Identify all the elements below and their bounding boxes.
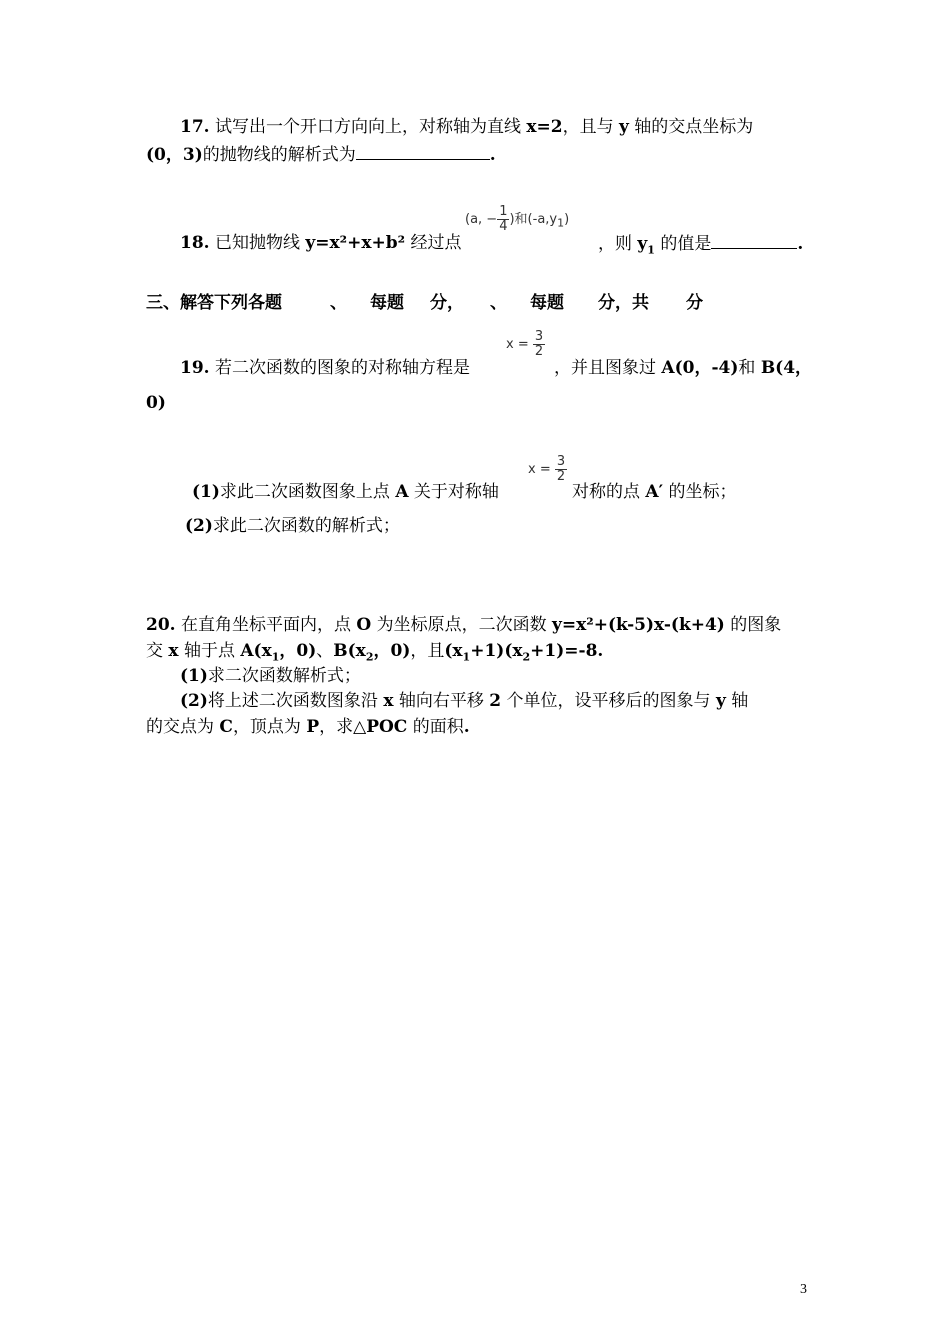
q19-line1-tail: ，并且图象过 A(0，-4)和 B(4， bbox=[554, 358, 813, 378]
q17-line1: 17. 试写出一个开口方向向上，对称轴为直线 x=2，且与 y 轴的交点坐标为 bbox=[180, 117, 754, 137]
q18-line1-tail: ，则 $y_1$ 的值是 . bbox=[598, 234, 804, 257]
q17-number: 17. bbox=[180, 117, 210, 137]
answer-blank-18[interactable] bbox=[711, 232, 797, 249]
q18-number: 18. bbox=[180, 233, 210, 253]
q20-sub2-line1: (2)将上述二次函数图象沿 x 轴向右平移 2 个单位，设平移后的图象与 y 轴 bbox=[180, 691, 749, 711]
q19-axis-formula-2: x = $\frac{3}{2}$ bbox=[528, 454, 566, 484]
q18-point-formula: (a, − $\frac{1}{4}$ )和$(-a,y_1)$ bbox=[465, 204, 570, 234]
answer-blank-17[interactable] bbox=[356, 143, 490, 160]
q19-number: 19. bbox=[180, 358, 210, 378]
q19-sub2: (2)求此二次函数的解析式； bbox=[185, 516, 400, 536]
section-3-header bbox=[146, 292, 282, 314]
q19-sub1-tail: 对称的点 A′ 的坐标； bbox=[572, 482, 737, 502]
q20-sub2-line2: 的交点为 C，顶点为 P，求△POC 的面积. bbox=[146, 717, 470, 737]
section-title: 三、解答下列各题 bbox=[146, 293, 282, 313]
q18-line1: 18. 已知抛物线 y=x²+x+b² 经过点 bbox=[180, 233, 462, 253]
q20-sub1: (1)求二次函数解析式； bbox=[180, 666, 361, 686]
q20-line2: 交 x 轴于点 $A(x_1$，0)、$B(x_2$，0)，且$(x_1+1)(x_2+1)=-8$. bbox=[146, 641, 604, 664]
page-number: 3 bbox=[800, 1282, 807, 1297]
q19-line2: 0) bbox=[146, 393, 166, 413]
q20-line1: 20. 在直角坐标平面内，点 O 为坐标原点，二次函数 y=x²+(k-5)x-(k+4) 的图象 bbox=[146, 615, 782, 635]
q17-line2: (0，3)的抛物线的解析式为 . bbox=[146, 145, 496, 165]
q19-sub1: (1)求此二次函数图象上点 A 关于对称轴 bbox=[192, 482, 499, 502]
q19-line1: 19. 若二次函数的图象的对称轴方程是 bbox=[180, 358, 470, 378]
q19-axis-formula: x = $\frac{3}{2}$ bbox=[506, 329, 544, 359]
q20-number: 20. bbox=[146, 615, 176, 635]
